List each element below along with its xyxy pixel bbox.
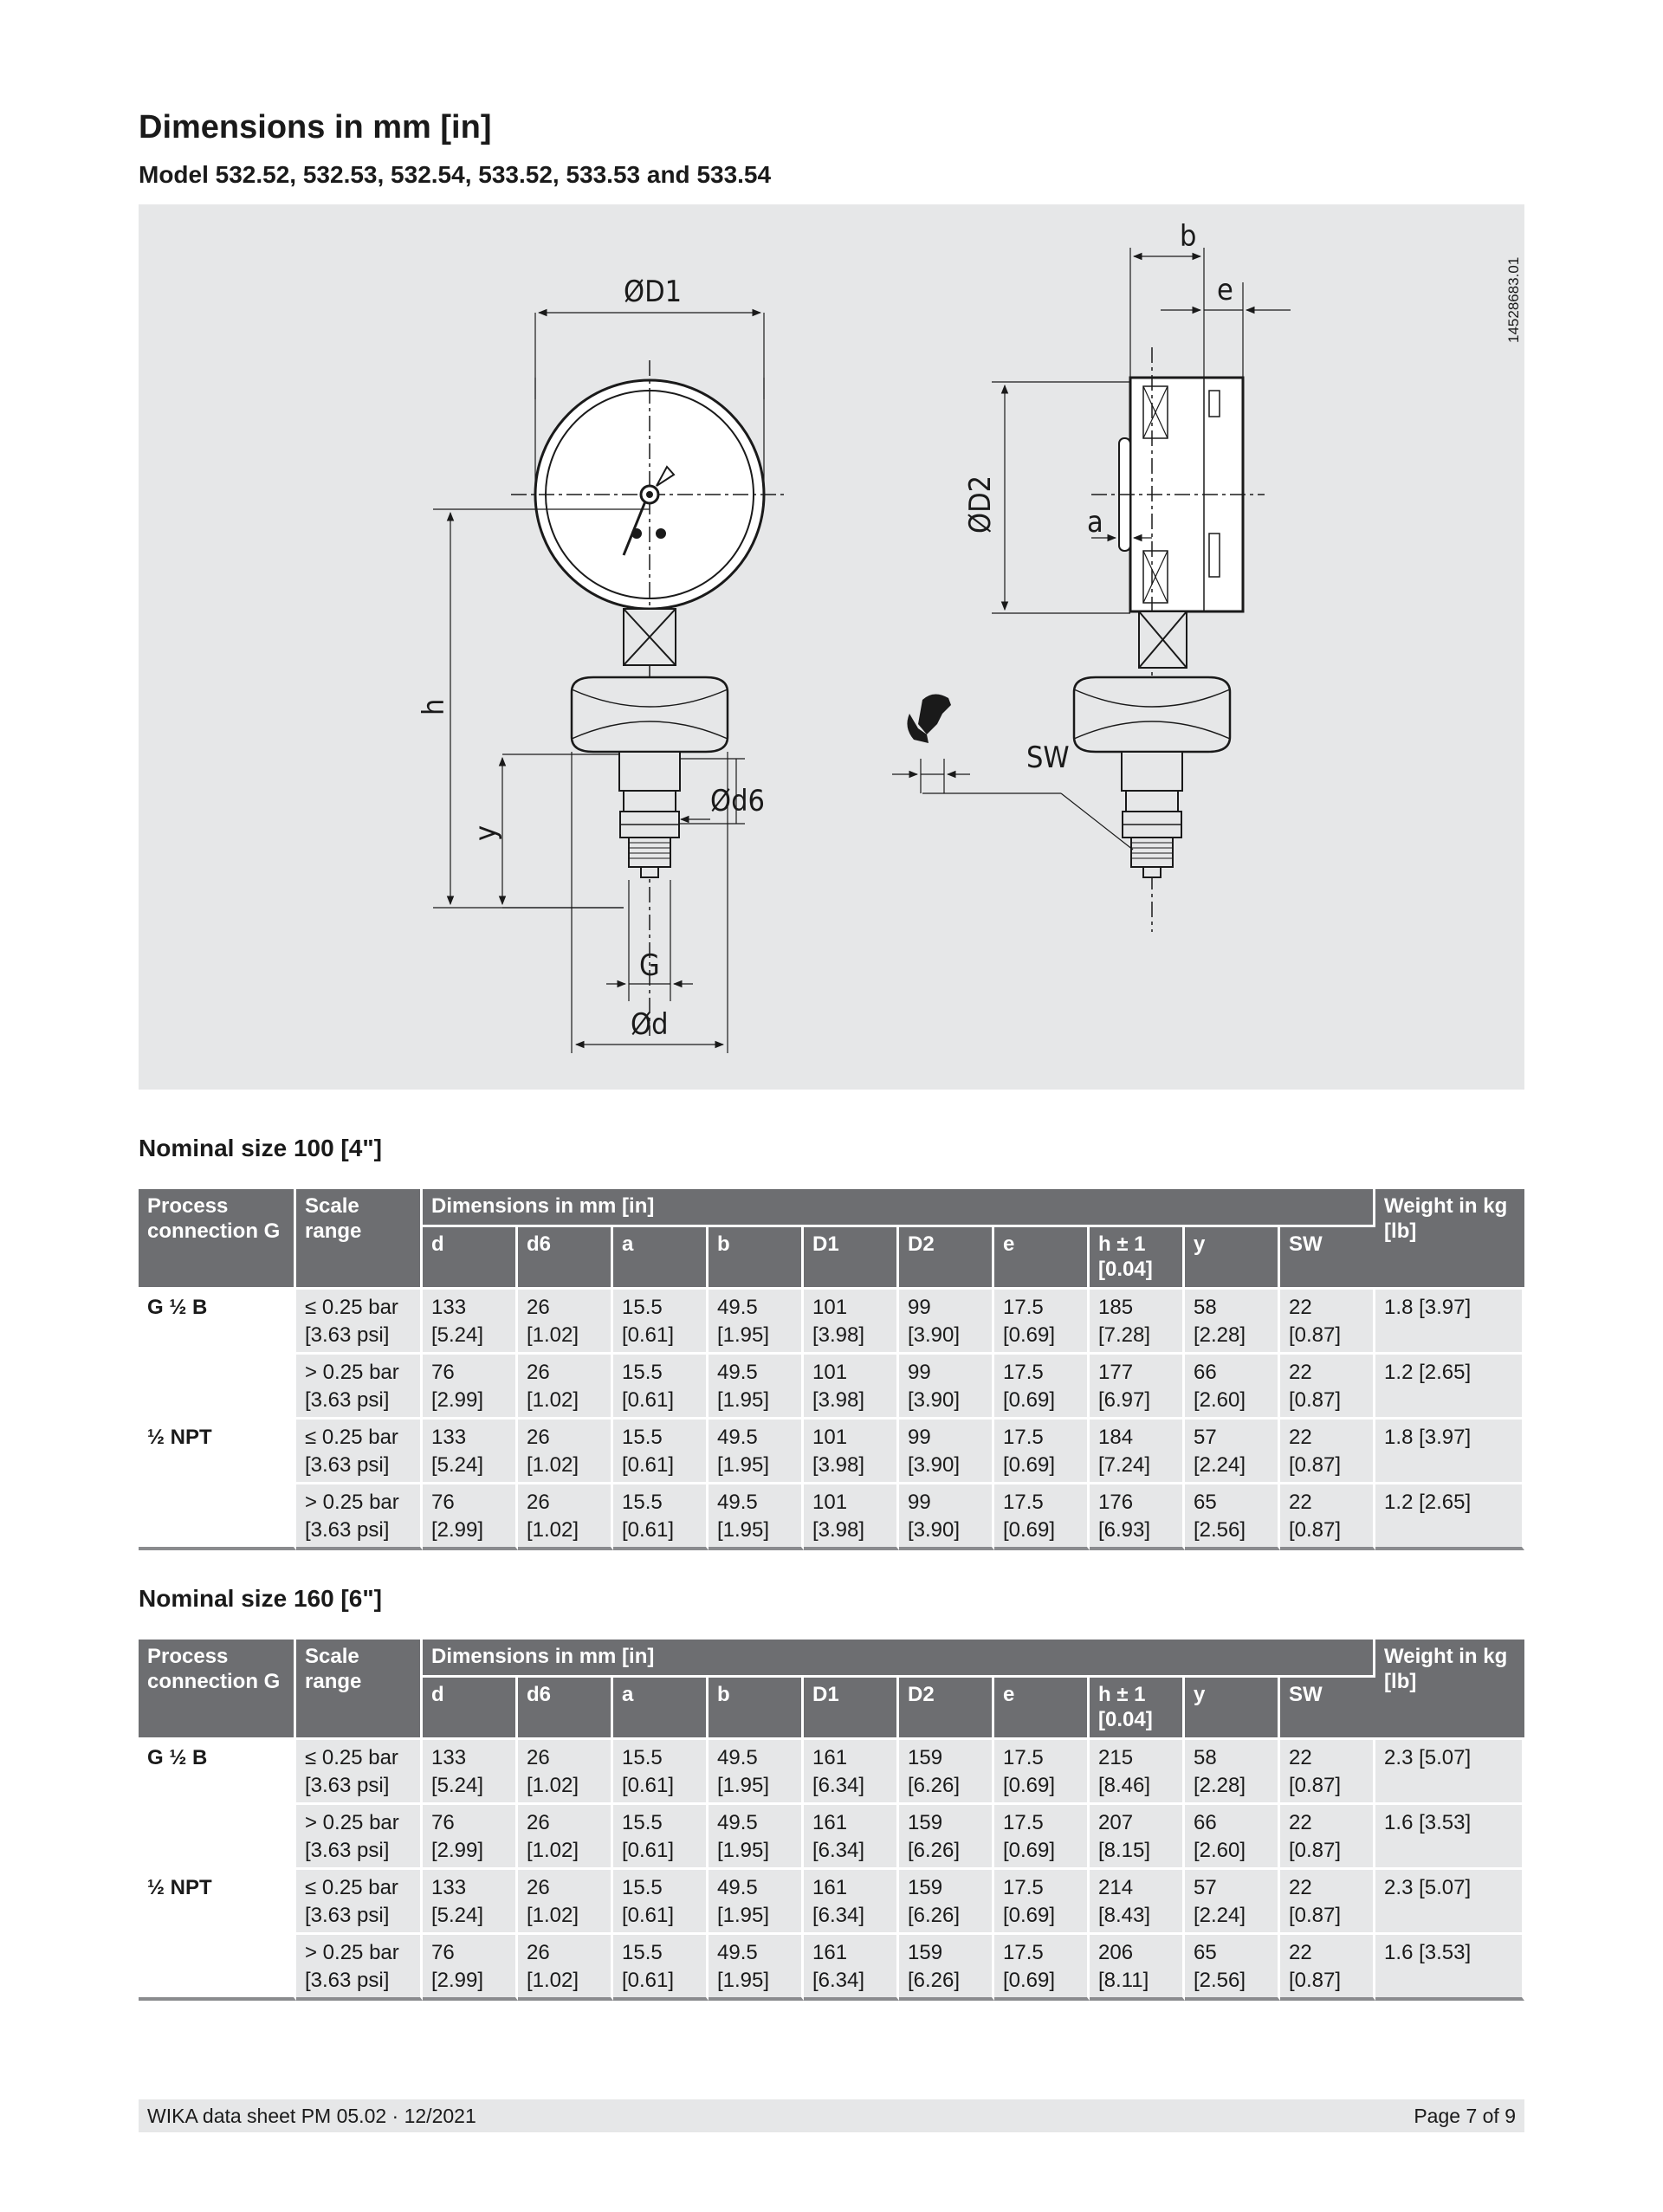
dimension-cell: 49.5 [1.95] (709, 1805, 804, 1870)
process-connection-cell: G ½ B (139, 1290, 296, 1355)
dimension-cell: 133 [5.24] (423, 1740, 518, 1805)
dimension-cell: 15.5 [0.61] (613, 1290, 709, 1355)
wrench-icon (918, 694, 951, 734)
header-col-e: e (994, 1227, 1090, 1290)
dimension-cell: 17.5 [0.69] (994, 1870, 1090, 1935)
dimension-cell: 15.5 [0.61] (613, 1355, 709, 1420)
weight-cell: 1.6 [3.53] (1375, 1935, 1524, 2001)
dimension-cell: 26 [1.02] (518, 1935, 613, 2001)
dimension-cell: 49.5 [1.95] (709, 1870, 804, 1935)
header-col-b: b (709, 1227, 804, 1290)
scale-range-cell: ≤ 0.25 bar [3.63 psi] (296, 1420, 423, 1484)
page-footer (139, 2099, 1524, 2132)
dimension-cell: 58 [2.28] (1185, 1740, 1280, 1805)
process-connection-cell: ½ NPT (139, 1870, 296, 1935)
header-col-d: d (423, 1227, 518, 1290)
gauge-drawing-svg (139, 204, 1524, 1090)
table-row (139, 1740, 1524, 1805)
dimension-cell: 133 [5.24] (423, 1290, 518, 1355)
dimension-cell: 26 [1.02] (518, 1870, 613, 1935)
header-col-a: a (613, 1678, 709, 1741)
dimension-cell: 206 [8.11] (1090, 1935, 1185, 2001)
scale-range-cell: ≤ 0.25 bar [3.63 psi] (296, 1870, 423, 1935)
table-row (139, 1484, 1524, 1550)
header-dimensions: Dimensions in mm [in] (423, 1189, 1375, 1227)
weight-cell: 1.2 [2.65] (1375, 1484, 1524, 1550)
dimension-cell: 177 [6.97] (1090, 1355, 1185, 1420)
label-D1: ØD1 (624, 275, 683, 309)
dimension-cell: 22 [0.87] (1280, 1290, 1375, 1355)
dimension-cell: 99 [3.90] (899, 1290, 994, 1355)
dimension-cell: 57 [2.24] (1185, 1420, 1280, 1484)
dimension-cell: 15.5 [0.61] (613, 1484, 709, 1550)
scale-range-cell: > 0.25 bar [3.63 psi] (296, 1355, 423, 1420)
scale-range-cell: > 0.25 bar [3.63 psi] (296, 1935, 423, 2001)
dimension-cell: 49.5 [1.95] (709, 1484, 804, 1550)
label-y: y (469, 825, 503, 841)
dimension-cell: 159 [6.26] (899, 1740, 994, 1805)
dimension-cell: 76 [2.99] (423, 1805, 518, 1870)
dimension-cell: 176 [6.93] (1090, 1484, 1185, 1550)
label-d6: Ød6 (710, 784, 765, 818)
dimension-cell: 49.5 [1.95] (709, 1420, 804, 1484)
header-weight: Weight in kg [lb] (1375, 1189, 1524, 1290)
dimension-cell: 17.5 [0.69] (994, 1290, 1090, 1355)
dimension-cell: 99 [3.90] (899, 1484, 994, 1550)
weight-cell: 2.3 [5.07] (1375, 1870, 1524, 1935)
header-col-b: b (709, 1678, 804, 1741)
weight-cell: 1.8 [3.97] (1375, 1290, 1524, 1355)
header-process-connection: Process connection G (139, 1640, 296, 1740)
dimension-cell: 49.5 [1.95] (709, 1740, 804, 1805)
table-title: Nominal size 100 [4"] (139, 1135, 382, 1161)
scale-range-cell: ≤ 0.25 bar [3.63 psi] (296, 1290, 423, 1355)
dimension-cell: 15.5 [0.61] (613, 1740, 709, 1805)
dimension-drawing (139, 204, 1524, 1090)
scale-range-cell: ≤ 0.25 bar [3.63 psi] (296, 1740, 423, 1805)
front-view (511, 360, 788, 1036)
table-row (139, 1870, 1524, 1935)
dimension-cell: 99 [3.90] (899, 1355, 994, 1420)
dimension-cell: 159 [6.26] (899, 1935, 994, 2001)
dimension-cell: 22 [0.87] (1280, 1870, 1375, 1935)
dimension-cell: 22 [0.87] (1280, 1484, 1375, 1550)
drawing-number: 14528683.01 (1505, 256, 1522, 343)
header-col-e: e (994, 1678, 1090, 1741)
dimension-cell: 161 [6.34] (804, 1805, 899, 1870)
dimension-cell: 49.5 [1.95] (709, 1355, 804, 1420)
dimension-cell: 101 [3.98] (804, 1290, 899, 1355)
weight-cell: 1.8 [3.97] (1375, 1420, 1524, 1484)
dimension-cell: 22 [0.87] (1280, 1740, 1375, 1805)
header-col-h: h ± 1 [0.04] (1090, 1227, 1185, 1290)
dimension-cell: 49.5 [1.95] (709, 1290, 804, 1355)
header-col-y: y (1185, 1678, 1280, 1741)
dimension-cell: 57 [2.24] (1185, 1870, 1280, 1935)
table-row (139, 1290, 1524, 1355)
dimension-cell: 15.5 [0.61] (613, 1870, 709, 1935)
dimension-cell: 101 [3.98] (804, 1484, 899, 1550)
process-connection-cell (139, 1484, 296, 1550)
dimension-cell: 22 [0.87] (1280, 1935, 1375, 2001)
weight-cell: 2.3 [5.07] (1375, 1740, 1524, 1805)
dimension-cell: 185 [7.28] (1090, 1290, 1185, 1355)
label-G: G (639, 948, 660, 983)
header-process-connection: Process connection G (139, 1189, 296, 1290)
process-connection-cell (139, 1935, 296, 2001)
table-row (139, 1935, 1524, 2001)
dimension-cell: 159 [6.26] (899, 1870, 994, 1935)
dimension-cell: 17.5 [0.69] (994, 1740, 1090, 1805)
dimension-cell: 214 [8.43] (1090, 1870, 1185, 1935)
dimension-cell: 17.5 [0.69] (994, 1420, 1090, 1484)
header-scale-range: Scale range (296, 1189, 423, 1290)
dimension-cell: 99 [3.90] (899, 1420, 994, 1484)
table-body (139, 1740, 1524, 2000)
dimension-cell: 17.5 [0.69] (994, 1355, 1090, 1420)
header-col-SW: SW (1280, 1227, 1375, 1290)
dimension-cell: 161 [6.34] (804, 1740, 899, 1805)
table-body (139, 1290, 1524, 1549)
scale-range-cell: > 0.25 bar [3.63 psi] (296, 1484, 423, 1550)
dimension-cell: 76 [2.99] (423, 1355, 518, 1420)
label-b: b (1180, 219, 1197, 254)
header-col-SW: SW (1280, 1678, 1375, 1741)
dimension-cell: 17.5 [0.69] (994, 1935, 1090, 2001)
dimension-cell: 22 [0.87] (1280, 1420, 1375, 1484)
header-col-d6: d6 (518, 1227, 613, 1290)
table-title: Nominal size 160 [6"] (139, 1585, 382, 1612)
label-e: e (1217, 273, 1233, 307)
dimension-cell: 161 [6.34] (804, 1935, 899, 2001)
dimension-cell: 26 [1.02] (518, 1355, 613, 1420)
footer-page-number: Page 7 of 9 (1414, 2104, 1516, 2127)
dimension-cell: 26 [1.02] (518, 1290, 613, 1355)
dimension-cell: 15.5 [0.61] (613, 1805, 709, 1870)
dimension-cell: 15.5 [0.61] (613, 1935, 709, 2001)
dimension-cell: 26 [1.02] (518, 1420, 613, 1484)
dimension-cell: 101 [3.98] (804, 1420, 899, 1484)
dimension-cell: 133 [5.24] (423, 1420, 518, 1484)
dimension-cell: 65 [2.56] (1185, 1935, 1280, 2001)
header-col-D1: D1 (804, 1227, 899, 1290)
dimension-cell: 15.5 [0.61] (613, 1420, 709, 1484)
label-d: Ød (631, 1007, 669, 1042)
dimension-cell: 66 [2.60] (1185, 1805, 1280, 1870)
dimension-cell: 26 [1.02] (518, 1805, 613, 1870)
header-col-d: d (423, 1678, 518, 1741)
dimensions-table (139, 1640, 1524, 2001)
dimension-cell: 184 [7.24] (1090, 1420, 1185, 1484)
page-subtitle: Model 532.52, 532.53, 532.54, 533.52, 533.53 and 533.54 (139, 161, 772, 188)
dimension-cell: 58 [2.28] (1185, 1290, 1280, 1355)
dimension-cell: 76 [2.99] (423, 1484, 518, 1550)
dimension-cell: 17.5 [0.69] (994, 1484, 1090, 1550)
dimension-cell: 66 [2.60] (1185, 1355, 1280, 1420)
header-col-D2: D2 (899, 1678, 994, 1741)
dimension-cell: 76 [2.99] (423, 1935, 518, 2001)
header-dimensions: Dimensions in mm [in] (423, 1640, 1375, 1678)
dimension-cell: 22 [0.87] (1280, 1355, 1375, 1420)
process-connection-cell: ½ NPT (139, 1420, 296, 1484)
dimension-cell: 26 [1.02] (518, 1740, 613, 1805)
side-view (1074, 347, 1265, 932)
header-col-D2: D2 (899, 1227, 994, 1290)
dimension-cell: 17.5 [0.69] (994, 1805, 1090, 1870)
dimension-cell: 207 [8.15] (1090, 1805, 1185, 1870)
dimension-cell: 49.5 [1.95] (709, 1935, 804, 2001)
process-connection-cell (139, 1355, 296, 1420)
dimension-cell: 22 [0.87] (1280, 1805, 1375, 1870)
header-col-d6: d6 (518, 1678, 613, 1741)
dimension-cell: 159 [6.26] (899, 1805, 994, 1870)
page-title: Dimensions in mm [in] (139, 109, 492, 146)
dimension-cell: 133 [5.24] (423, 1870, 518, 1935)
scale-range-cell: > 0.25 bar [3.63 psi] (296, 1805, 423, 1870)
table-row (139, 1805, 1524, 1870)
header-scale-range: Scale range (296, 1640, 423, 1740)
table-row (139, 1355, 1524, 1420)
header-col-D1: D1 (804, 1678, 899, 1741)
diaphragm-seal (572, 677, 728, 752)
label-h: h (417, 698, 451, 715)
process-connection-cell: G ½ B (139, 1740, 296, 1805)
label-SW: SW (1026, 741, 1070, 775)
process-connection-cell (139, 1805, 296, 1870)
table-row (139, 1420, 1524, 1484)
dimension-cell: 26 [1.02] (518, 1484, 613, 1550)
dimension-cell: 65 [2.56] (1185, 1484, 1280, 1550)
header-weight: Weight in kg [lb] (1375, 1640, 1524, 1740)
dimensions-table (139, 1189, 1524, 1550)
footer-datasheet: WIKA data sheet PM 05.02 · 12/2021 (147, 2104, 476, 2127)
dimension-cell: 215 [8.46] (1090, 1740, 1185, 1805)
label-D2: ØD2 (963, 475, 998, 534)
weight-cell: 1.2 [2.65] (1375, 1355, 1524, 1420)
header-col-a: a (613, 1227, 709, 1290)
header-col-y: y (1185, 1227, 1280, 1290)
weight-cell: 1.6 [3.53] (1375, 1805, 1524, 1870)
header-col-h: h ± 1 [0.04] (1090, 1678, 1185, 1741)
label-a: a (1087, 505, 1103, 540)
dimension-cell: 161 [6.34] (804, 1870, 899, 1935)
dimension-cell: 101 [3.98] (804, 1355, 899, 1420)
